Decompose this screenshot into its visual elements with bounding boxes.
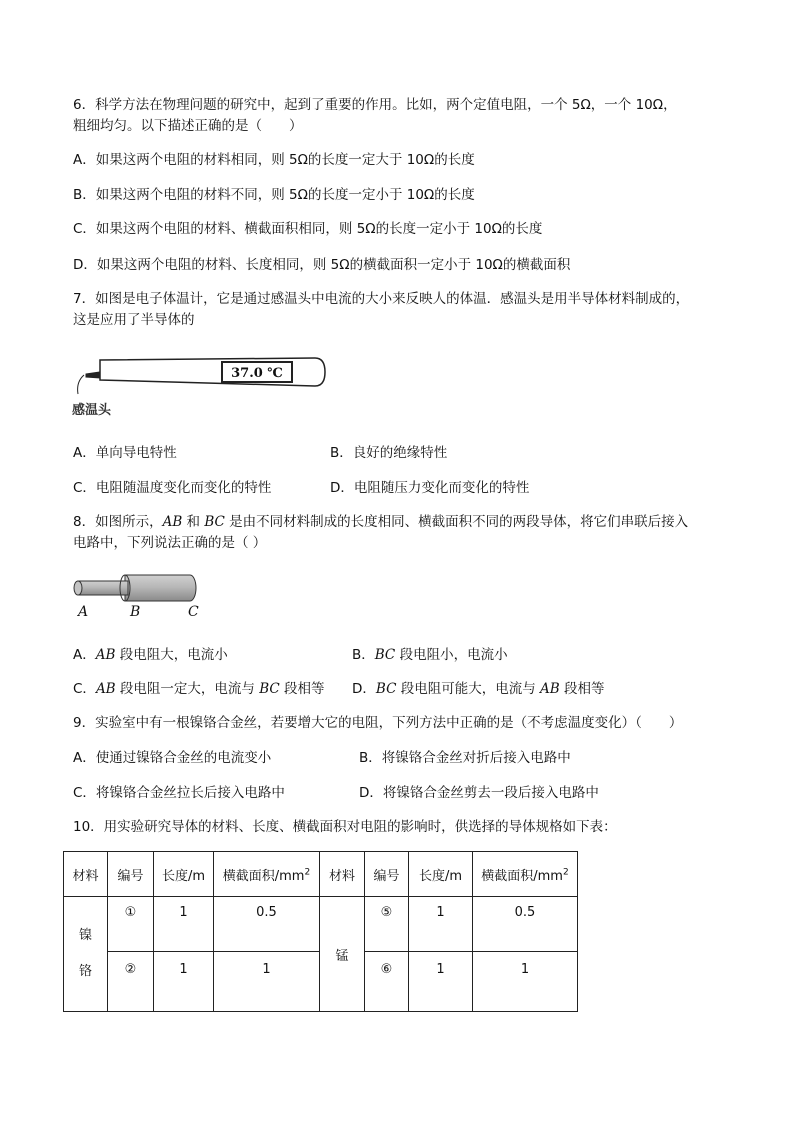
q8-b-text: 段电阻小，电流小: [395, 647, 508, 663]
q9-stem: 9．实验室中有一根镍铬合金丝，若要增大它的电阻，下列方法中正确的是（不考虑温度变化）（ ）: [73, 715, 683, 731]
q9-option-a: A．使通过镍铬合金丝的电流变小: [73, 750, 272, 766]
q8-and: 和: [182, 514, 205, 530]
cell-length-2: 1: [409, 952, 473, 1012]
q8-c-ab: AB: [95, 681, 116, 697]
cell-number: ②: [108, 952, 154, 1012]
material-nichrome-char1: 镍: [78, 928, 92, 943]
q8-d-prefix: D．: [352, 681, 376, 697]
q8-c-text1: 段电阻一定大，电流与: [115, 681, 260, 697]
header-area-sup-2: 2: [562, 867, 569, 878]
header-length-2: 长度/m: [409, 852, 473, 897]
q6-option-b: B．如果这两个电阻的材料不同，则 5Ω的长度一定小于 10Ω的长度: [73, 187, 475, 203]
figure-label-a: A: [78, 604, 89, 620]
q6-option-a: A．如果这两个电阻的材料相同，则 5Ω的长度一定大于 10Ω的长度: [73, 152, 475, 168]
q6-stem-line2: 粗细均匀。以下描述正确的是（ ）: [73, 118, 303, 134]
q8-option-b: [352, 645, 508, 665]
q9-option-d: D．将镍铬合金丝剪去一段后接入电路中: [359, 785, 599, 801]
q8-d-text2: 段相等: [559, 681, 605, 697]
q8-b-prefix: B．: [352, 647, 375, 663]
q9-option-b: B．将镍铬合金丝对折后接入电路中: [359, 750, 571, 766]
q8-stem-intro: 8．如图所示，: [73, 514, 163, 530]
header-material: 材料: [64, 852, 108, 897]
conductor-bc: [125, 575, 196, 601]
q10-stem: 10．用实验研究导体的材料、长度、横截面积对电阻的影响时，供选择的导体规格如下表：: [73, 819, 617, 835]
header-number: 编号: [108, 852, 154, 897]
figure-label-c: C: [188, 604, 199, 620]
q7-option-b: B．良好的绝缘特性: [330, 445, 448, 461]
cell-length-2: 1: [409, 897, 473, 952]
header-area-sup: 2: [304, 867, 311, 878]
header-area: [214, 852, 320, 897]
q7-option-c: C．电阻随温度变化而变化的特性: [73, 480, 272, 496]
q8-option-a: [73, 645, 228, 665]
cell-area: 1: [214, 952, 320, 1012]
material-nichrome-char2: 铬: [78, 964, 92, 979]
cell-area-2: 0.5: [473, 897, 578, 952]
conductor-spec-table: [63, 851, 578, 1012]
table-row: [64, 897, 578, 952]
cell-number: ①: [108, 897, 154, 952]
display-reading: 37.0 ℃: [231, 366, 283, 381]
q8-d-bc: BC: [375, 681, 397, 697]
header-material-2: 材料: [320, 852, 365, 897]
q7-stem-line1: 7．如图是电子体温计，它是通过感温头中电流的大小来反映人的体温．感温头是用半导体材料制成的，: [73, 291, 690, 307]
cell-number-2: ⑥: [365, 952, 409, 1012]
probe-label: 感温头: [72, 403, 112, 418]
q8-stem-line1: [73, 512, 688, 532]
q8-c-bc: BC: [259, 681, 280, 697]
q8-a-text: 段电阻大，电流小: [115, 647, 228, 663]
header-area-text: 横截面积/mm: [222, 868, 305, 884]
q8-option-c: [73, 679, 325, 699]
q8-c-prefix: C．: [73, 681, 96, 697]
q8-d-text1: 段电阻可能大，电流与: [396, 681, 541, 697]
cell-length: 1: [154, 952, 214, 1012]
cell-area-2: 1: [473, 952, 578, 1012]
q8-d-ab: AB: [540, 681, 560, 697]
material-manganese: 锰: [320, 897, 365, 1012]
table-header-row: [64, 852, 578, 897]
header-number-2: 编号: [365, 852, 409, 897]
q7-option-a: A．单向导电特性: [73, 445, 177, 461]
q8-b-bc: BC: [374, 647, 396, 663]
cell-number-2: ⑤: [365, 897, 409, 952]
thermometer-probe: [86, 372, 100, 378]
conductor-end-a: [74, 581, 82, 595]
probe-leader-line: [78, 375, 84, 394]
header-length: 长度/m: [154, 852, 214, 897]
q8-a-ab: AB: [95, 647, 116, 663]
q7-option-d: D．电阻随压力变化而变化的特性: [330, 480, 530, 496]
cell-length: 1: [154, 897, 214, 952]
q8-c-text2: 段相等: [279, 681, 325, 697]
thermometer-figure: [70, 348, 330, 423]
q6-option-d: D．如果这两个电阻的材料、长度相同，则 5Ω的横截面积一定小于 10Ω的横截面积: [73, 257, 571, 273]
q8-stem-line2: 电路中，下列说法正确的是（ ）: [73, 535, 267, 551]
q8-ab-symbol: AB: [162, 514, 183, 530]
q6-stem-line1: 6．科学方法在物理问题的研究中，起到了重要的作用。比如，两个定值电阻，一个 5Ω，一个 10Ω，: [73, 97, 677, 113]
header-area-2: [473, 852, 578, 897]
q8-bc-symbol: BC: [204, 514, 225, 530]
conductor-figure: [70, 570, 205, 606]
q8-stem-rest: 是由不同材料制成的长度相同、横截面积不同的两段导体，将它们串联后接入: [224, 514, 689, 530]
q8-a-prefix: A．: [73, 647, 96, 663]
material-nichrome: [64, 897, 108, 1012]
cell-area: 0.5: [214, 897, 320, 952]
q7-stem-line2: 这是应用了半导体的: [73, 312, 195, 328]
q9-option-c: C．将镍铬合金丝拉长后接入电路中: [73, 785, 285, 801]
q6-option-c: C．如果这两个电阻的材料、横截面积相同，则 5Ω的长度一定小于 10Ω的长度: [73, 221, 543, 237]
header-area-text-2: 横截面积/mm: [481, 868, 563, 884]
figure-label-b: B: [130, 604, 141, 620]
q8-option-d: [352, 679, 604, 699]
